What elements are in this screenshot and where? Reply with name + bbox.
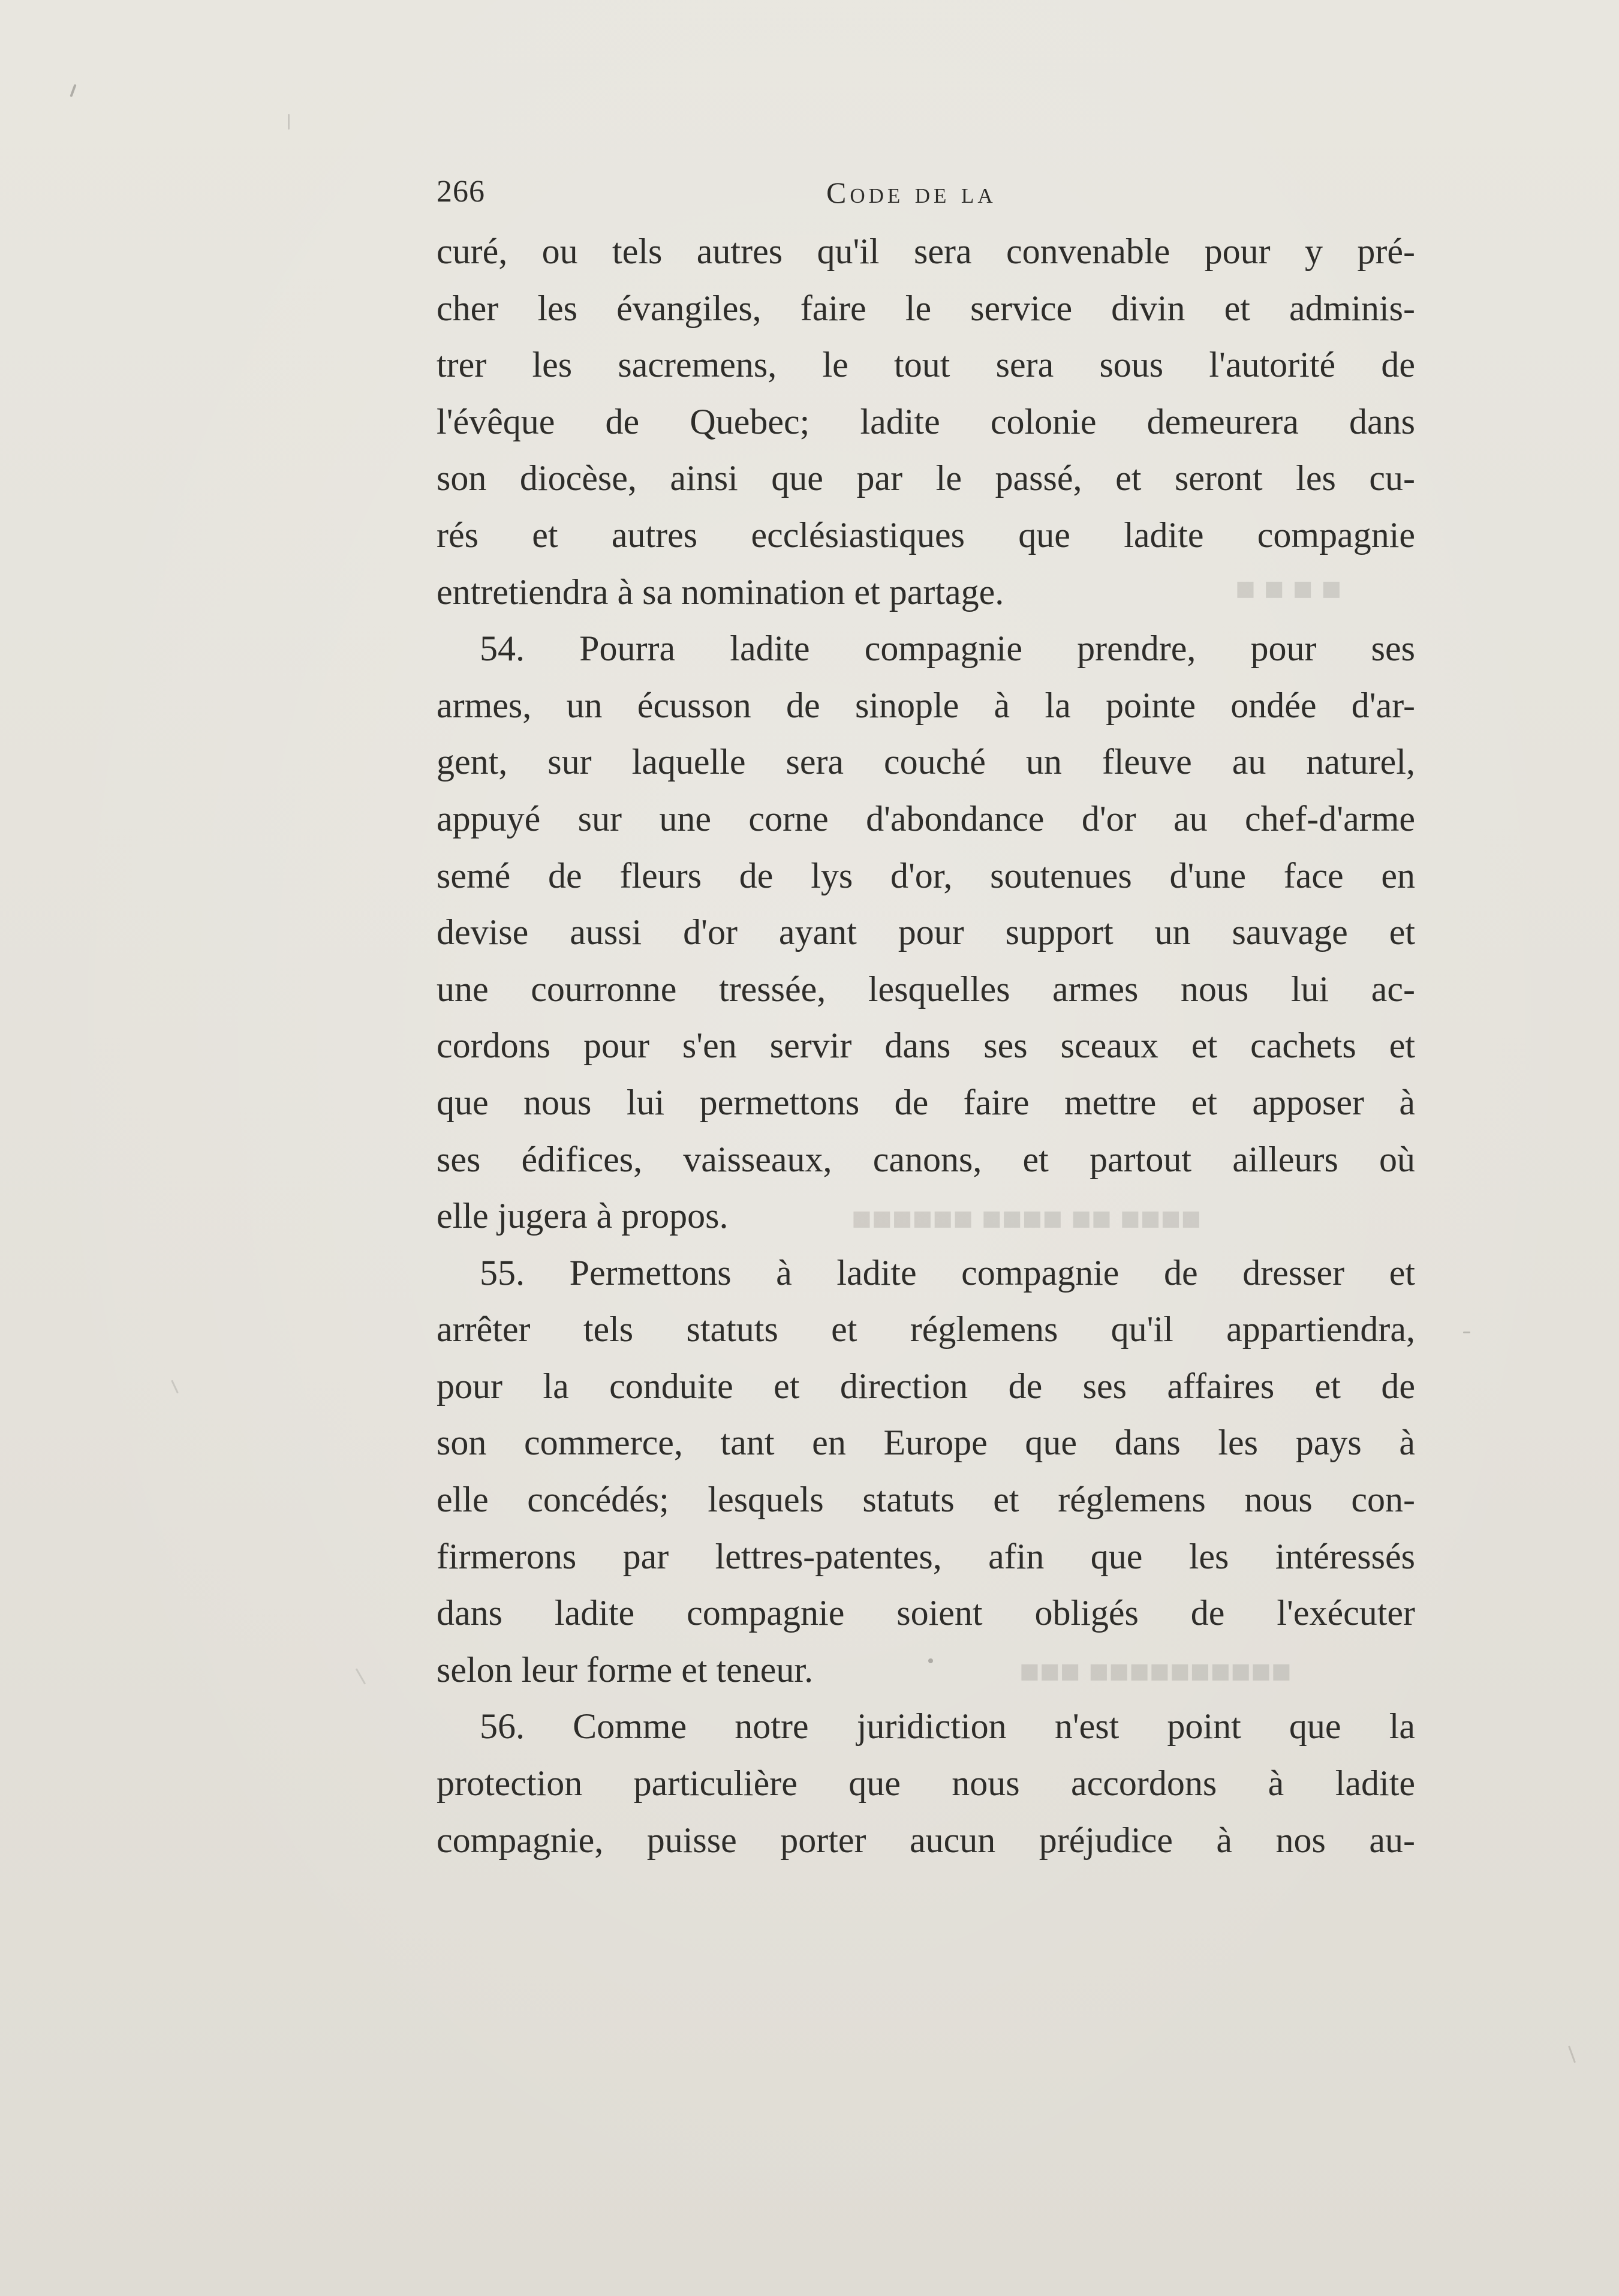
text-line: que nous lui permettons de faire mettre et apposer à — [437, 1082, 1415, 1122]
text-line: l'évêque de Quebec; ladite colonie demeurera dans — [437, 401, 1415, 441]
paper-mark — [1568, 2045, 1576, 2063]
text-line: elle concédés; lesquels statuts et réglemens nous con- — [437, 1480, 1415, 1520]
show-through: ■■■■■■■■■■ ■■■ — [1019, 1653, 1292, 1690]
paragraph-55-start: 55. Permettons à ladite compagnie de dresser et — [480, 1252, 1415, 1293]
show-through: ■■■■ ■■ ■■■■ ■■■■■■ — [851, 1200, 1202, 1237]
text-line: devise aussi d'or ayant pour support un sauvage et — [437, 912, 1415, 952]
text-line: rés et autres ecclésiastiques que ladite compagnie — [437, 515, 1415, 555]
text-line: armes, un écusson de sinople à la pointe ondée d'ar- — [437, 685, 1415, 725]
text-line: une courronne tressée, lesquelles armes nous lui ac- — [437, 969, 1415, 1009]
paragraph-54-start: 54. Pourra ladite compagnie prendre, pour ses — [480, 629, 1415, 669]
paper-mark — [288, 114, 290, 130]
text-line: firmerons par lettres-patentes, afin que les intéressés — [437, 1536, 1415, 1576]
paper-mark — [1463, 1332, 1470, 1333]
text-line: ses édifices, vaisseaux, canons, et partout ailleurs où — [437, 1139, 1415, 1179]
paragraph-56-start: 56. Comme notre juridiction n'est point que la — [480, 1706, 1415, 1747]
text-line: trer les sacremens, le tout sera sous l'autorité de — [437, 345, 1415, 385]
text-line: semé de fleurs de lys d'or, soutenues d'une face en — [437, 855, 1415, 895]
page-number: 266 — [437, 175, 485, 209]
text-line: son commerce, tant en Europe que dans les pays à — [437, 1423, 1415, 1463]
text-line: curé, ou tels autres qu'il sera convenable pour y pré- — [437, 232, 1415, 271]
paper-mark — [70, 84, 76, 97]
text-line: son diocèse, ainsi que par le passé, et seront les cu- — [437, 458, 1415, 498]
show-through: ■ ■ ■ ■ — [1235, 570, 1342, 608]
text-line: dans ladite compagnie soient obligés de l'exécuter — [437, 1593, 1415, 1633]
paper-mark — [171, 1380, 179, 1393]
text-line: pour la conduite et direction de ses affaires et de — [437, 1366, 1415, 1406]
body-text — [437, 223, 1415, 1868]
text-line: selon leur forme et teneur. — [437, 1649, 814, 1690]
text-line: protection particulière que nous accordons à ladite — [437, 1763, 1415, 1804]
running-head: Code de la — [826, 176, 997, 209]
text-line: compagnie, puisse porter aucun préjudice à nos au- — [437, 1820, 1415, 1860]
page-header — [437, 174, 1415, 222]
text-line: appuyé sur une corne d'abondance d'or au chef-d'arme — [437, 798, 1415, 839]
text-line: arrêter tels statuts et réglemens qu'il appartiendra, — [437, 1309, 1415, 1350]
text-line: gent, sur laquelle sera couché un fleuve au naturel, — [437, 742, 1415, 782]
text-line: cordons pour s'en servir dans ses sceaux et cachets et — [437, 1026, 1415, 1066]
text-line: entretiendra à sa nomination et partage. — [437, 572, 1004, 612]
paper-mark — [356, 1668, 366, 1684]
text-line: elle jugera à propos. — [437, 1196, 729, 1236]
text-line: cher les évangiles, faire le service divin et adminis- — [437, 288, 1415, 328]
